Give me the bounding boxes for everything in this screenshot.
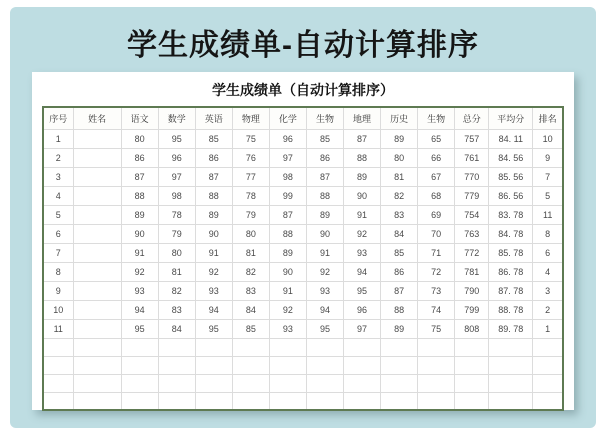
cell <box>121 356 158 374</box>
cell: 772 <box>455 243 489 262</box>
cell <box>73 205 121 224</box>
cell <box>73 392 121 410</box>
cell <box>43 356 73 374</box>
cell <box>269 374 306 392</box>
cell: 87 <box>381 281 418 300</box>
cell: 93 <box>195 281 232 300</box>
cell: 2 <box>533 300 563 319</box>
cell <box>43 374 73 392</box>
cell <box>418 392 455 410</box>
column-header: 总分 <box>455 107 489 129</box>
column-header: 平均分 <box>489 107 533 129</box>
cell: 84. 56 <box>489 148 533 167</box>
cell <box>381 338 418 356</box>
cell <box>269 392 306 410</box>
cell: 1 <box>43 129 73 148</box>
cell: 74 <box>418 300 455 319</box>
cell <box>418 356 455 374</box>
cell: 84 <box>232 300 269 319</box>
cell: 85 <box>306 129 343 148</box>
table-row <box>43 186 563 205</box>
cell: 65 <box>418 129 455 148</box>
cell: 81 <box>381 167 418 186</box>
cell: 90 <box>344 186 381 205</box>
cell: 80 <box>158 243 195 262</box>
cell <box>73 356 121 374</box>
cell: 86 <box>381 262 418 281</box>
cell: 94 <box>195 300 232 319</box>
column-header: 生物 <box>418 107 455 129</box>
cell <box>73 243 121 262</box>
cell: 92 <box>121 262 158 281</box>
cell <box>43 392 73 410</box>
table-row <box>43 300 563 319</box>
cell: 86 <box>306 148 343 167</box>
cell: 83. 78 <box>489 205 533 224</box>
cell: 8 <box>533 224 563 243</box>
cell: 91 <box>269 281 306 300</box>
cell: 770 <box>455 167 489 186</box>
cell: 78 <box>232 186 269 205</box>
cell: 92 <box>195 262 232 281</box>
cell <box>158 338 195 356</box>
cell <box>232 356 269 374</box>
cell: 85 <box>381 243 418 262</box>
cell: 80 <box>381 148 418 167</box>
cell: 6 <box>533 243 563 262</box>
cell: 11 <box>533 205 563 224</box>
cell: 84 <box>158 319 195 338</box>
cell: 84. 78 <box>489 224 533 243</box>
cell <box>232 392 269 410</box>
cell <box>306 338 343 356</box>
cell: 66 <box>418 148 455 167</box>
cell: 790 <box>455 281 489 300</box>
table-row <box>43 224 563 243</box>
cell: 88 <box>306 186 343 205</box>
cell: 10 <box>43 300 73 319</box>
cell: 79 <box>232 205 269 224</box>
cell <box>121 374 158 392</box>
column-header: 语文 <box>121 107 158 129</box>
cell <box>306 392 343 410</box>
cell: 89 <box>195 205 232 224</box>
table-row <box>43 356 563 374</box>
cell: 85. 56 <box>489 167 533 186</box>
cell <box>73 281 121 300</box>
cell: 93 <box>344 243 381 262</box>
table-row <box>43 338 563 356</box>
cell <box>533 356 563 374</box>
cell: 90 <box>306 224 343 243</box>
cell <box>232 338 269 356</box>
cell: 10 <box>533 129 563 148</box>
cell: 95 <box>121 319 158 338</box>
cell <box>195 338 232 356</box>
cell <box>344 392 381 410</box>
cell: 77 <box>232 167 269 186</box>
cell <box>489 374 533 392</box>
cell: 87 <box>269 205 306 224</box>
cell <box>73 300 121 319</box>
cell: 1 <box>533 319 563 338</box>
cell: 8 <box>43 262 73 281</box>
cell: 779 <box>455 186 489 205</box>
column-header: 生物 <box>306 107 343 129</box>
cell <box>418 338 455 356</box>
cell: 92 <box>269 300 306 319</box>
cell <box>381 356 418 374</box>
cell: 757 <box>455 129 489 148</box>
cell: 82 <box>158 281 195 300</box>
cell: 89. 78 <box>489 319 533 338</box>
cell: 83 <box>158 300 195 319</box>
cell: 76 <box>232 148 269 167</box>
table-row <box>43 148 563 167</box>
cell: 89 <box>269 243 306 262</box>
cell <box>73 167 121 186</box>
cell: 3 <box>43 167 73 186</box>
cell: 4 <box>43 186 73 205</box>
cell: 85 <box>232 319 269 338</box>
cell: 95 <box>344 281 381 300</box>
cell <box>489 356 533 374</box>
cell: 86 <box>121 148 158 167</box>
cell: 93 <box>269 319 306 338</box>
cell: 75 <box>418 319 455 338</box>
cell: 95 <box>306 319 343 338</box>
cell: 73 <box>418 281 455 300</box>
cell: 81 <box>158 262 195 281</box>
cell: 80 <box>121 129 158 148</box>
cell: 87 <box>195 167 232 186</box>
cell <box>344 338 381 356</box>
cell: 93 <box>121 281 158 300</box>
header-row <box>43 107 563 129</box>
column-header: 排名 <box>533 107 563 129</box>
cell <box>73 186 121 205</box>
cell: 2 <box>43 148 73 167</box>
cell: 89 <box>381 319 418 338</box>
cell: 86. 56 <box>489 186 533 205</box>
cell: 92 <box>344 224 381 243</box>
cell: 763 <box>455 224 489 243</box>
cell <box>73 374 121 392</box>
cell: 799 <box>455 300 489 319</box>
cell <box>455 338 489 356</box>
cell: 82 <box>232 262 269 281</box>
cell: 83 <box>232 281 269 300</box>
cell <box>533 338 563 356</box>
cell: 84 <box>381 224 418 243</box>
cell: 89 <box>306 205 343 224</box>
cell: 83 <box>381 205 418 224</box>
cell <box>73 148 121 167</box>
column-header: 化学 <box>269 107 306 129</box>
cell: 93 <box>306 281 343 300</box>
cell: 6 <box>43 224 73 243</box>
cell: 94 <box>306 300 343 319</box>
cell: 89 <box>381 129 418 148</box>
cell: 7 <box>43 243 73 262</box>
cell: 90 <box>121 224 158 243</box>
cell <box>455 392 489 410</box>
cell <box>269 338 306 356</box>
cell: 98 <box>158 186 195 205</box>
cell: 781 <box>455 262 489 281</box>
cell: 5 <box>533 186 563 205</box>
cell <box>344 356 381 374</box>
cell: 87 <box>306 167 343 186</box>
cell: 70 <box>418 224 455 243</box>
cell: 9 <box>533 148 563 167</box>
cell <box>489 392 533 410</box>
cell <box>381 392 418 410</box>
cell: 91 <box>306 243 343 262</box>
cell: 94 <box>121 300 158 319</box>
cell: 11 <box>43 319 73 338</box>
cell <box>73 129 121 148</box>
cell: 761 <box>455 148 489 167</box>
cell: 84. 11 <box>489 129 533 148</box>
cell: 88 <box>121 186 158 205</box>
column-header: 姓名 <box>73 107 121 129</box>
cell: 7 <box>533 167 563 186</box>
cell: 808 <box>455 319 489 338</box>
cell: 9 <box>43 281 73 300</box>
cell <box>344 374 381 392</box>
sheet-title: 学生成绩单（自动计算排序） <box>212 82 394 98</box>
cell <box>269 356 306 374</box>
cell: 88. 78 <box>489 300 533 319</box>
cell: 4 <box>533 262 563 281</box>
cell: 69 <box>418 205 455 224</box>
cell <box>306 374 343 392</box>
cell: 94 <box>344 262 381 281</box>
cell: 90 <box>195 224 232 243</box>
sheet-card <box>32 72 574 410</box>
cell <box>73 262 121 281</box>
column-header: 序号 <box>43 107 73 129</box>
cell: 87 <box>344 129 381 148</box>
cell: 89 <box>344 167 381 186</box>
cell: 92 <box>306 262 343 281</box>
cell: 97 <box>269 148 306 167</box>
cell: 91 <box>344 205 381 224</box>
table-row <box>43 262 563 281</box>
cell: 91 <box>195 243 232 262</box>
cell: 95 <box>195 319 232 338</box>
cell <box>195 374 232 392</box>
cell <box>121 392 158 410</box>
cell: 754 <box>455 205 489 224</box>
cell: 67 <box>418 167 455 186</box>
cell: 97 <box>158 167 195 186</box>
cell <box>455 374 489 392</box>
cell: 87. 78 <box>489 281 533 300</box>
cell: 86. 78 <box>489 262 533 281</box>
cell: 87 <box>121 167 158 186</box>
cell: 72 <box>418 262 455 281</box>
cell: 85 <box>195 129 232 148</box>
cell: 68 <box>418 186 455 205</box>
cell: 5 <box>43 205 73 224</box>
cell <box>418 374 455 392</box>
cell: 79 <box>158 224 195 243</box>
column-header: 历史 <box>381 107 418 129</box>
table-row <box>43 129 563 148</box>
table-row <box>43 167 563 186</box>
cell: 81 <box>232 243 269 262</box>
background-panel <box>10 7 596 428</box>
cell <box>73 224 121 243</box>
cell <box>158 356 195 374</box>
table-row <box>43 281 563 300</box>
cell <box>455 356 489 374</box>
cell: 78 <box>158 205 195 224</box>
cell <box>73 319 121 338</box>
cell <box>195 356 232 374</box>
cell <box>232 374 269 392</box>
column-header: 地理 <box>344 107 381 129</box>
cell: 82 <box>381 186 418 205</box>
table-header <box>43 107 563 129</box>
cell: 96 <box>269 129 306 148</box>
cell: 98 <box>269 167 306 186</box>
cell <box>43 338 73 356</box>
cell: 95 <box>158 129 195 148</box>
table-row <box>43 205 563 224</box>
cell <box>306 356 343 374</box>
table-row <box>43 374 563 392</box>
column-header: 英语 <box>195 107 232 129</box>
cell: 88 <box>381 300 418 319</box>
cell: 88 <box>344 148 381 167</box>
cell: 96 <box>344 300 381 319</box>
cell: 85. 78 <box>489 243 533 262</box>
cell: 71 <box>418 243 455 262</box>
cell <box>533 392 563 410</box>
table-body <box>43 129 563 410</box>
cell: 96 <box>158 148 195 167</box>
cell: 99 <box>269 186 306 205</box>
column-header: 物理 <box>232 107 269 129</box>
cell: 80 <box>232 224 269 243</box>
cell <box>121 338 158 356</box>
table-row <box>43 319 563 338</box>
cell <box>489 338 533 356</box>
table-row <box>43 392 563 410</box>
column-header: 数学 <box>158 107 195 129</box>
cell <box>158 374 195 392</box>
cell: 90 <box>269 262 306 281</box>
cell: 75 <box>232 129 269 148</box>
cell: 91 <box>121 243 158 262</box>
cell: 89 <box>121 205 158 224</box>
cell: 3 <box>533 281 563 300</box>
page-title: 学生成绩单-自动计算排序 <box>127 29 479 62</box>
cell <box>381 374 418 392</box>
table-row <box>43 243 563 262</box>
grades-table <box>42 106 564 411</box>
cell: 97 <box>344 319 381 338</box>
cell <box>73 338 121 356</box>
cell: 86 <box>195 148 232 167</box>
cell <box>158 392 195 410</box>
cell: 88 <box>269 224 306 243</box>
cell <box>533 374 563 392</box>
cell: 88 <box>195 186 232 205</box>
cell <box>195 392 232 410</box>
